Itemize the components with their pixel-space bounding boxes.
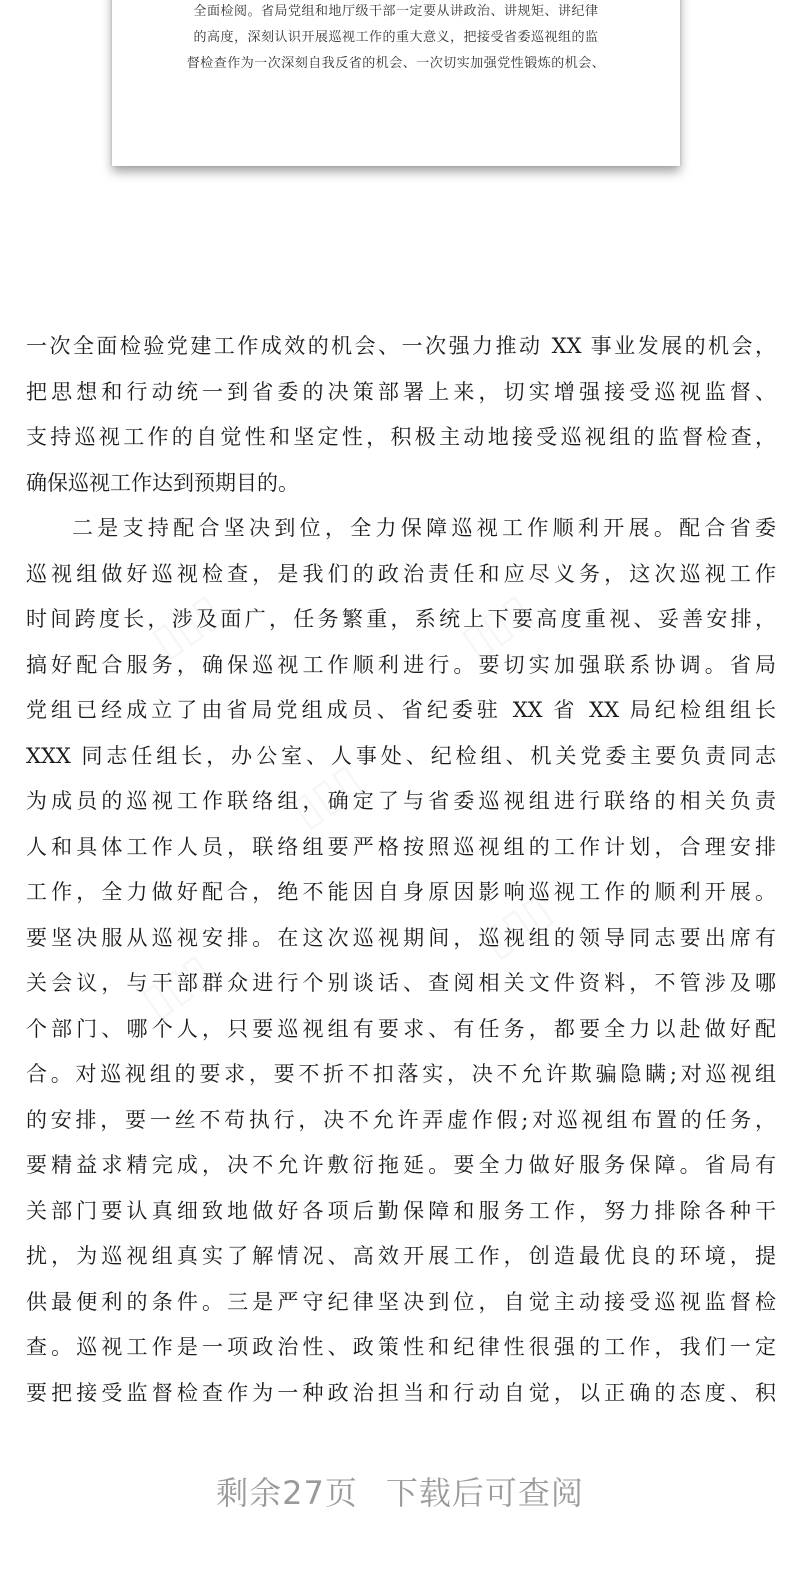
text-line: 巡视组做好巡视检查，是我们的政治责任和应尽义务，这次巡视工作 — [26, 561, 776, 586]
preview-line: 全面检阅。省局党组和地厅级干部一定要从讲政治、讲规矩、讲纪律 — [193, 4, 599, 19]
text-line: 合。对巡视组的要求，要不折不扣落实，决不允许欺骗隐瞒;对巡视组 — [26, 1062, 776, 1086]
text-line: 要精益求精完成，决不允许敷衍拖延。要全力做好服务保障。省局有 — [26, 1153, 776, 1177]
text-line: 个部门、哪个人，只要巡视组有要求、有任务，都要全力以赴做好配 — [26, 1016, 776, 1041]
text-line: 工作，全力做好配合，绝不能因自身原因影响巡视工作的顺利开展。 — [26, 880, 776, 904]
text-line: XXX 同志任组长，办公室、人事处、纪检组、机关党委主要负责同志 — [26, 743, 776, 768]
remaining-pages-text: 剩余27页 — [216, 1474, 358, 1512]
previous-page-preview — [112, 0, 680, 166]
text-line: 的安排，要一丝不苟执行，决不允许弄虚作假;对巡视组布置的任务， — [26, 1107, 776, 1132]
text-line: 为成员的巡视工作联络组，确定了与省委巡视组进行联络的相关负责 — [26, 789, 776, 813]
text-line: 确保巡视工作达到预期目的。 — [26, 470, 299, 495]
text-line: 要坚决服从巡视安排。在这次巡视期间，巡视组的领导同志要出席有 — [26, 925, 776, 950]
text-line: 要把接受监督检查作为一种政治担当和行动自觉，以正确的态度、积 — [26, 1380, 776, 1405]
text-line: 搞好配合服务，确保巡视工作顺利进行。要切实加强联系协调。省局 — [26, 652, 776, 677]
preview-line: 督检查作为一次深刻自我反省的机会、一次切实加强党性锻炼的机会、 — [186, 56, 606, 71]
text-line: 人和具体工作人员，联络组要严格按照巡视组的工作计划，合理安排 — [26, 834, 776, 859]
text-line: 一次全面检验党建工作成效的机会、一次强力推动 XX 事业发展的机会， — [26, 334, 776, 358]
document-body — [26, 324, 776, 1416]
text-line: 支持巡视工作的自觉性和坚定性，积极主动地接受巡视组的监督检查， — [26, 425, 776, 449]
paragraph-start-line: 二是支持配合坚决到位，全力保障巡视工作顺利开展。配合省委 — [72, 516, 776, 540]
text-line: 时间跨度长，涉及面广，任务繁重，系统上下要高度重视、妥善安排， — [26, 607, 776, 631]
text-line: 关会议，与干部群众进行个别谈话、查阅相关文件资料，不管涉及哪 — [26, 971, 776, 995]
text-line: 关部门要认真细致地做好各项后勤保障和服务工作，努力排除各种干 — [26, 1198, 776, 1223]
download-to-view-text: 下载后可查阅 — [385, 1474, 584, 1512]
preview-line: 的高度，深刻认识开展巡视工作的重大意义，把接受省委巡视组的监 — [193, 30, 599, 45]
text-line: 查。巡视工作是一项政治性、政策性和纪律性很强的工作，我们一定 — [26, 1335, 776, 1359]
remaining-pages-notice[interactable] — [0, 1468, 800, 1514]
text-line: 党组已经成立了由省局党组成员、省纪委驻 XX 省 XX 局纪检组组长 — [26, 698, 776, 722]
text-line: 供最便利的条件。三是严守纪律坚决到位，自觉主动接受巡视监督检 — [26, 1289, 776, 1314]
text-line: 扰，为巡视组真实了解情况、高效开展工作，创造最优良的环境，提 — [26, 1244, 776, 1268]
text-line: 把思想和行动统一到省委的决策部署上来，切实增强接受巡视监督、 — [26, 379, 776, 404]
